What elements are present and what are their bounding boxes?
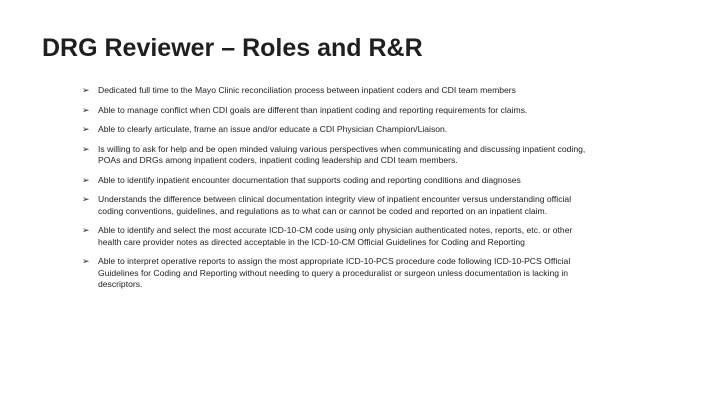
bullet-item	[82, 124, 597, 136]
arrow-bullet-icon: ➢	[82, 85, 90, 95]
bullet-text: Able to identify and select the most accurate ICD-10-CM code using only physician authenticated notes, reports, etc. or other health care provider notes as directed acceptable in the ICD-10-CM Official Guidelines for Coding and Reporting	[98, 225, 573, 247]
arrow-bullet-icon: ➢	[82, 256, 90, 266]
bullet-item	[82, 225, 597, 248]
bullet-text: Is willing to ask for help and be open minded valuing various perspectives when communicating and discussing inpatient coding, POAs and DRGs among inpatient coders, inpatient coding leadership and CDI team members.	[98, 143, 586, 165]
bullet-item	[82, 105, 597, 117]
bullet-text: Able to clearly articulate, frame an issue and/or educate a CDI Physician Champion/Liaison.	[98, 124, 448, 134]
arrow-bullet-icon: ➢	[82, 124, 90, 134]
bullet-text: Able to interpret operative reports to assign the most appropriate ICD-10-PCS procedure code following ICD-10-PCS Official Guidelines for Coding and Reporting without needing to query a proceduralist or surgeon unless documentation is lacking in descriptors.	[98, 256, 571, 289]
bullet-item	[82, 85, 597, 97]
arrow-bullet-icon: ➢	[82, 104, 90, 115]
bullet-text: Able to identify inpatient encounter documentation that supports coding and reporting conditions and diagnoses	[98, 174, 521, 185]
arrow-bullet-icon: ➢	[82, 194, 90, 204]
arrow-bullet-icon: ➢	[82, 225, 90, 235]
bullet-item	[82, 175, 597, 187]
bullet-text: Understands the difference between clinical documentation integrity view of inpatient encounter versus understanding official coding conventions, guidelines, and regulations as to what can or cannot be coded and reported on an inpatient claim.	[98, 194, 572, 216]
bullet-text: Able to manage conflict when CDI goals are different than inpatient coding and reporting requirements for claims.	[98, 104, 528, 115]
bullet-item	[82, 144, 597, 167]
arrow-bullet-icon: ➢	[82, 174, 90, 185]
slide-title: DRG Reviewer – Roles and R&R	[42, 34, 423, 62]
bullet-item	[82, 256, 597, 291]
bullet-list	[82, 85, 597, 299]
arrow-bullet-icon: ➢	[82, 143, 90, 154]
bullet-text: Dedicated full time to the Mayo Clinic reconciliation process between inpatient coders and CDI team members	[98, 85, 516, 95]
bullet-item	[82, 194, 597, 217]
